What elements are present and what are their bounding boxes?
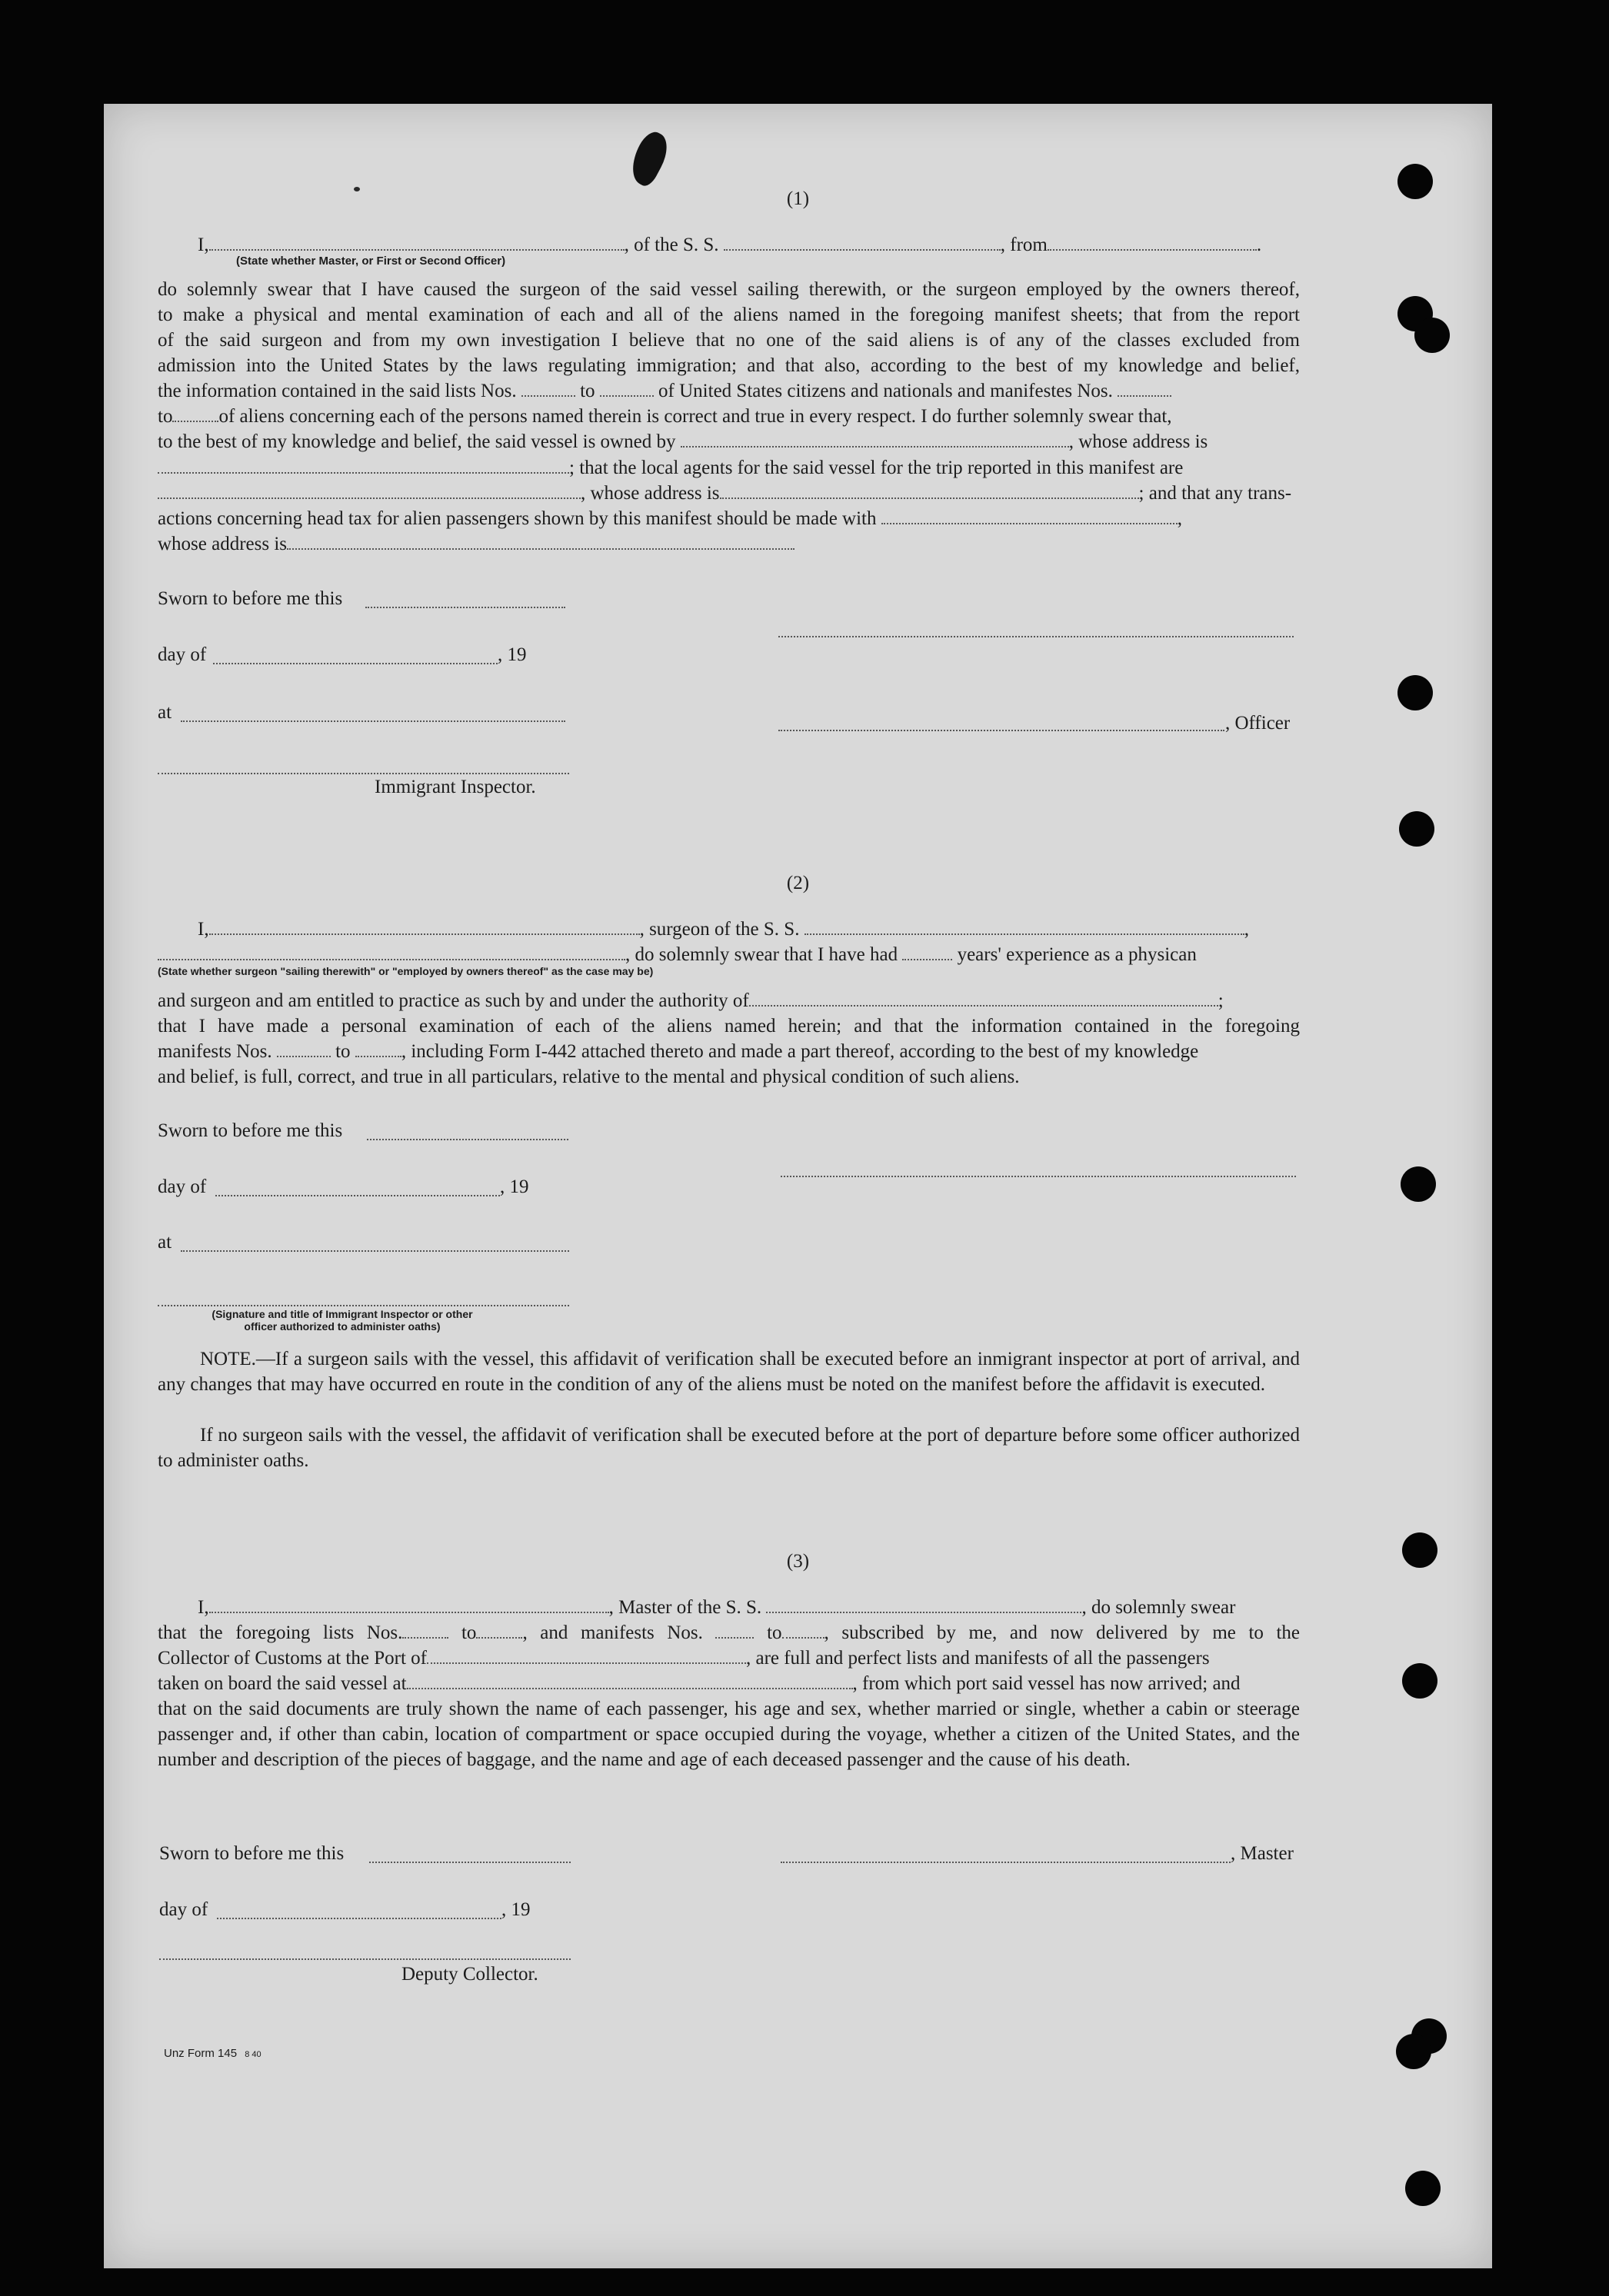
s3-list-from-field[interactable]	[402, 1622, 448, 1639]
head-tax-party-field[interactable]	[881, 507, 1178, 524]
surgeon-name-field[interactable]	[209, 918, 640, 935]
officer-name-field[interactable]	[209, 234, 625, 251]
s1-head-tax-end: ,	[1177, 508, 1182, 529]
s1-body-line: of the said surgeon and from my own investigation I believe that no one of the said aliens is of any of the classes excluded from	[158, 330, 1300, 351]
signature-note	[188, 1308, 496, 1333]
master-signature-field[interactable]	[781, 1860, 1231, 1863]
s2-year-label: , 19	[500, 1176, 529, 1197]
s2-at-field[interactable]	[181, 1249, 569, 1252]
punch-hole-icon	[1414, 318, 1450, 353]
officer-label: , Officer	[1225, 713, 1291, 734]
punch-hole-icon	[1405, 2171, 1441, 2206]
authority-field[interactable]	[749, 990, 1218, 1007]
s1-whose-text: whose address is	[158, 534, 288, 554]
s3-line1	[158, 1595, 1300, 1620]
customs-port-field[interactable]	[427, 1647, 746, 1664]
officer-signature-line-1[interactable]	[778, 634, 1294, 637]
s3-list-to-field[interactable]	[476, 1622, 522, 1639]
section-2-number: (2)	[786, 873, 810, 893]
s3-subscribed-text: , subscribed by me, and now delivered by me to the	[824, 1622, 1301, 1643]
s2-vessel-field[interactable]	[804, 918, 1244, 935]
citizen-list-from-field[interactable]	[521, 380, 575, 397]
s1-body-line: to make a physical and mental examination of each and all of the aliens named in the foregoing manifest sheets; that from the report	[158, 304, 1300, 325]
master-label: , Master	[1231, 1843, 1294, 1864]
s1-head-tax-text: actions concerning head tax for alien passengers shown by this manifest should be made with	[158, 508, 877, 529]
s1-sworn-label: Sworn to before me this	[158, 588, 343, 609]
s3-line4	[158, 1671, 1300, 1696]
s1-owned-text: to the best of my knowledge and belief, the said vessel is owned by	[158, 431, 676, 452]
s1-line-agents	[158, 455, 1300, 481]
s1-lists-text2: of United States citizens and nationals and manifestes Nos.	[658, 381, 1113, 401]
s2-day-field[interactable]	[215, 1193, 500, 1196]
s1-line-aliens	[158, 404, 1300, 429]
s1-at-field[interactable]	[181, 719, 565, 722]
surgeon-note: (State whether surgeon "sailing therewith" or "employed by owners thereof" as the case may be)	[158, 965, 654, 977]
s1-i: I,	[198, 235, 209, 255]
s1-body-line: do solemnly swear that I have caused the surgeon of the said vessel sailing therewith, or the surgeon employed by the owners thereof,	[158, 279, 1300, 300]
form-id-date: 8 40	[245, 2050, 262, 2059]
s2-line4: that I have made a personal examination of each of the aliens named herein; and that the information contained in the foregoing	[158, 1016, 1300, 1037]
s1-day-field[interactable]	[213, 661, 498, 664]
punch-hole-icon	[1399, 811, 1434, 847]
s1-owned-address: , whose address is	[1068, 431, 1208, 452]
s3-line3	[158, 1645, 1300, 1671]
s1-aliens-to: to	[158, 406, 173, 427]
s2-line3	[158, 988, 1300, 1013]
s1-address-text: , whose address is	[581, 483, 720, 504]
s1-lists-text: the information contained in the said lists Nos.	[158, 381, 517, 401]
s2-form-text: , including Form I-442 attached thereto and made a part thereof, according to the best of my knowledge	[401, 1041, 1199, 1062]
s1-line-lists	[158, 378, 1300, 404]
s3-lists-to: to	[461, 1622, 477, 1643]
vessel-name-field[interactable]	[724, 234, 1001, 251]
s1-trans-text: ; and that any trans-	[1138, 483, 1292, 504]
s2-i: I,	[198, 919, 209, 940]
s3-master-text: , Master of the S. S.	[608, 1597, 762, 1618]
deputy-collector-label: Deputy Collector.	[401, 1964, 538, 1985]
s1-sworn-date-field[interactable]	[365, 605, 565, 608]
punch-hole-icon	[1396, 2034, 1431, 2069]
immigrant-inspector-label: Immigrant Inspector.	[375, 777, 536, 797]
s2-manifest-from-field[interactable]	[277, 1040, 331, 1057]
s1-lists-to: to	[580, 381, 595, 401]
s2-manifests-text: manifests Nos.	[158, 1041, 272, 1062]
s1-day-of-label: day of	[158, 644, 207, 665]
form-id-name: Unz Form 145	[164, 2047, 238, 2060]
s3-line2	[158, 1620, 1300, 1645]
s2-swear-text: , do solemnly swear that I have had	[625, 944, 898, 965]
s3-manifest-from-field[interactable]	[715, 1622, 754, 1639]
s3-manifest-to-field[interactable]	[782, 1622, 824, 1639]
s1-aliens-text: of aliens concerning each of the persons named therein is correct and true in every respect. I do further solemnly swear that,	[218, 406, 1172, 427]
inspector-signature-field[interactable]	[158, 771, 569, 774]
punch-hole-icon	[1397, 675, 1433, 710]
note-paragraph-1: NOTE.—If a surgeon sails with the vessel, this affidavit of verification shall be executed before an inmigrant inspector at port of arrival, and any changes that may have occurred en route in the condition of any of the aliens must be noted on the manifest before the affidavit is executed.	[158, 1349, 1300, 1395]
ink-blot-icon	[624, 128, 675, 189]
s2-years-text: years' experience as a physican	[957, 944, 1197, 965]
s2-line3-end: ;	[1218, 990, 1224, 1011]
punch-hole-icon	[1401, 1166, 1436, 1202]
s1-line-owned	[158, 429, 1300, 454]
s3-taken-text: taken on board the said vessel at	[158, 1673, 407, 1694]
s3-arrived-text: , from which port said vessel has now arrived; and	[852, 1673, 1241, 1694]
s1-year-label: , 19	[498, 644, 527, 665]
s3-lists-text: that the foregoing lists Nos.	[158, 1622, 403, 1643]
manifest-affidavit-page	[104, 104, 1492, 2268]
s2-inspector-signature-field[interactable]	[158, 1303, 569, 1306]
officer-note: (State whether Master, or First or Second Officer)	[236, 255, 506, 268]
departure-port-field[interactable]	[1048, 234, 1257, 251]
officer-signature-field[interactable]	[778, 728, 1224, 731]
form-id	[164, 2047, 262, 2060]
s1-from: , from	[1000, 235, 1048, 255]
s1-at-label: at	[158, 702, 172, 723]
s1-of-the-ss: , of the S. S.	[624, 235, 719, 255]
s2-line6: and belief, is full, correct, and true in all particulars, relative to the mental and physical condition of such aliens.	[158, 1066, 1020, 1087]
s2-line5	[158, 1039, 1300, 1064]
master-name-field[interactable]	[209, 1596, 609, 1613]
s3-swear-text: , do solemnly swear	[1081, 1597, 1236, 1618]
section-1-number: (1)	[786, 188, 810, 209]
s1-line-whose	[158, 531, 1300, 557]
surgeon-signature-field[interactable]	[781, 1174, 1296, 1177]
s2-line1-end: ,	[1244, 919, 1249, 940]
agents-field[interactable]	[158, 482, 581, 499]
note-paragraph-2: If no surgeon sails with the vessel, the affidavit of verification shall be executed before at the port of departure before some officer authorized to administer oaths.	[158, 1425, 1300, 1471]
s1-end: .	[1256, 235, 1262, 255]
s3-i: I,	[198, 1597, 209, 1618]
s2-at-label: at	[158, 1232, 172, 1253]
s1-line-head-tax	[158, 506, 1300, 531]
s3-manifests-to: to	[767, 1622, 782, 1643]
s3-body: that on the said documents are truly shown the name of each passenger, his age and sex, whether married or single, whether a cabin or steerage passenger and, if other than cabin, location of compartment or space occupied during the voyage, whether a citizen of the United States, and the number and description of the pieces of baggage, and the name and age of each deceased passenger and the cause of his death.	[158, 1699, 1300, 1770]
signature-note-line-2: officer authorized to administer oaths)	[244, 1320, 441, 1333]
section-3-number: (3)	[786, 1551, 810, 1572]
owner-address-field[interactable]	[158, 457, 569, 474]
s2-day-of-label: day of	[158, 1176, 207, 1197]
punch-hole-icon	[1402, 1663, 1437, 1699]
surgeon-status-field[interactable]	[158, 943, 625, 960]
s2-sworn-date-field[interactable]	[367, 1137, 568, 1140]
s3-day-field[interactable]	[217, 1916, 501, 1919]
s3-manifests-text: , and manifests Nos.	[522, 1622, 703, 1643]
s2-manifests-to: to	[335, 1041, 351, 1062]
s3-sworn-date-field[interactable]	[369, 1860, 571, 1863]
s3-sworn-label: Sworn to before me this	[159, 1843, 345, 1864]
s1-body-line: admission into the United States by the laws regulating immigration; and that also, according to the best of my knowledge and belief,	[158, 355, 1300, 376]
s3-perfect-text: , are full and perfect lists and manifests of all the passengers	[745, 1648, 1210, 1669]
boarding-port-field[interactable]	[407, 1672, 853, 1689]
s3-collector-text: Collector of Customs at the Port of	[158, 1648, 427, 1669]
manifest-to-field[interactable]	[172, 405, 218, 422]
manifest-nos-field[interactable]	[1118, 380, 1171, 397]
deputy-collector-signature-field[interactable]	[159, 1957, 571, 1960]
s1-line-address	[158, 481, 1300, 506]
s2-manifest-to-field[interactable]	[355, 1040, 401, 1057]
years-experience-field[interactable]	[902, 943, 952, 960]
s2-line1	[158, 917, 1300, 942]
s2-authority-text: and surgeon and am entitled to practice as such by and under the authority of	[158, 990, 749, 1011]
citizen-list-to-field[interactable]	[600, 380, 654, 397]
s2-sworn-label: Sworn to before me this	[158, 1120, 343, 1141]
s1-body	[158, 277, 1300, 378]
s2-surgeon-text: , surgeon of the S. S.	[639, 919, 800, 940]
head-tax-address-field[interactable]	[287, 533, 795, 550]
s3-vessel-field[interactable]	[766, 1596, 1081, 1613]
agents-address-field[interactable]	[720, 482, 1139, 499]
s1-agents-text: ; that the local agents for the said vessel for the trip reported in this manifest are	[569, 458, 1184, 478]
s3-day-of-label: day of	[159, 1899, 208, 1920]
signature-note-line-1: (Signature and title of Immigrant Inspector or other	[212, 1308, 473, 1320]
s3-year-label: , 19	[501, 1899, 531, 1920]
owner-field[interactable]	[681, 431, 1069, 448]
